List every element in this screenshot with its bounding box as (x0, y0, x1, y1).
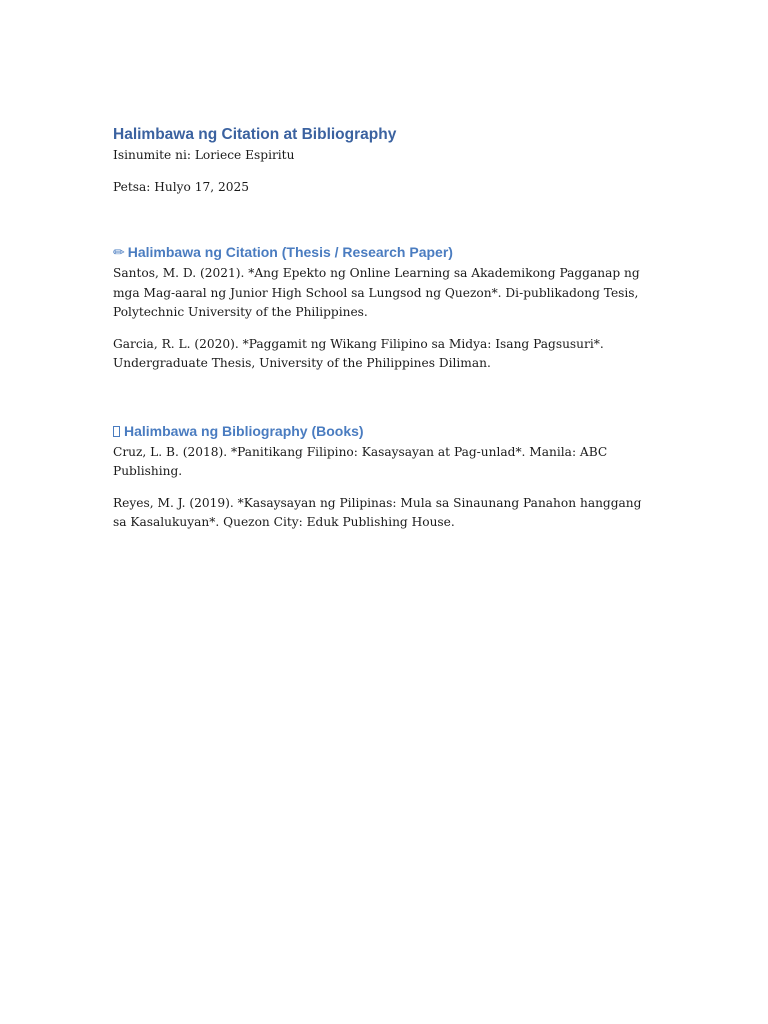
document-page (113, 124, 658, 533)
citation-heading-text: Halimbawa ng Citation (Thesis / Research Paper) (127, 244, 453, 260)
bibliography-entry: Reyes, M. J. (2019). *Kasaysayan ng Pilipinas: Mula sa Sinaunang Panahon hanggang sa Kasalukuyan*. Quezon City: Eduk Publishing House. (113, 495, 642, 529)
citation-heading (113, 242, 658, 262)
bibliography-entry: Cruz, L. B. (2018). *Panitikang Filipino: Kasaysayan at Pag-unlad*. Manila: ABC Publishing. (113, 444, 608, 478)
citation-entry: Santos, M. D. (2021). *Ang Epekto ng Online Learning sa Akademikong Pagganap ng mga Mag-aaral ng Junior High School sa Lungsod ng Quezon*. Di-publikadong Tesis, Polytechnic University of the Philippines. (113, 266, 640, 319)
document-date: Petsa: Hulyo 17, 2025 (113, 179, 250, 194)
bibliography-section (113, 421, 658, 533)
missing-glyph-icon (113, 426, 120, 437)
citation-entry: Garcia, R. L. (2020). *Paggamit ng Wikang Filipino sa Midya: Isang Pagsusuri*. Undergraduate Thesis, University of the Philippines Diliman. (113, 336, 604, 370)
submitted-by: Isinumite ni: Loriece Espiritu (113, 148, 295, 162)
citation-section (113, 242, 658, 374)
pencil-icon: ✏ (113, 244, 125, 260)
bibliography-heading-text: Halimbawa ng Bibliography (Books) (124, 422, 364, 439)
document-title: Halimbawa ng Citation at Bibliography (113, 126, 397, 143)
bibliography-heading (113, 421, 658, 441)
